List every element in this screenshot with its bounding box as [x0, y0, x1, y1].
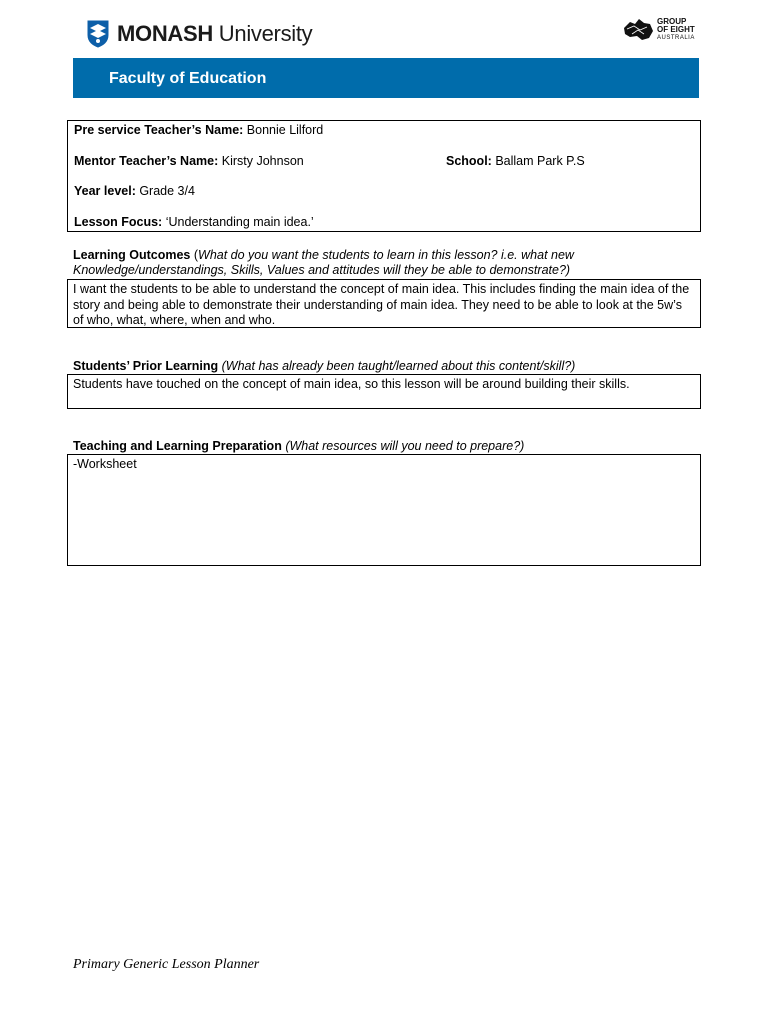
go8-line2: OF EIGHT	[657, 25, 695, 34]
year-level-line	[74, 184, 195, 198]
learning-outcomes-paren: (	[190, 248, 199, 262]
mentor-name-line	[74, 154, 304, 168]
learning-outcomes-hint: What do you want the students to learn in this lesson? i.e. what new Knowledge/understandings, Skills, Values and attitudes will they be able to demonstrate?)	[73, 248, 574, 277]
mentor-name-value: Kirsty Johnson	[218, 154, 304, 168]
teacher-name-value: Bonnie Lilford	[243, 123, 324, 137]
school-line	[446, 154, 585, 168]
preparation-hint: (What resources will you need to prepare?)	[281, 439, 525, 453]
teacher-name-line	[74, 123, 323, 137]
year-level-value: Grade 3/4	[135, 184, 195, 198]
teacher-name-label: Pre service Teacher’s Name:	[74, 123, 244, 137]
brand-bold: MONASH	[117, 21, 213, 46]
lesson-focus-line	[74, 215, 314, 229]
teacher-info-box	[67, 120, 701, 232]
learning-outcomes-heading	[73, 248, 703, 278]
preparation-title: Teaching and Learning Preparation	[73, 439, 282, 453]
prior-learning-hint: (What has already been taught/learned about this content/skill?)	[218, 359, 576, 373]
monash-logo	[87, 20, 312, 48]
lesson-focus-value: ‘Understanding main idea.’	[162, 215, 314, 229]
go8-text	[657, 18, 695, 42]
learning-outcomes-text: I want the students to be able to understand the concept of main idea. This includes finding the main idea of the story and being able to demonstrate their understanding of main idea. They need to be able to look at the 5w’s of who, what, where, when and who.	[73, 282, 690, 327]
group-of-eight-logo	[622, 18, 695, 42]
prior-learning-text: Students have touched on the concept of main idea, so this lesson will be around building their skills.	[73, 377, 630, 391]
mentor-name-label: Mentor Teacher’s Name:	[74, 154, 219, 168]
monash-wordmark	[117, 20, 312, 48]
lesson-focus-label: Lesson Focus:	[74, 215, 163, 229]
go8-line1: GROUP	[657, 17, 687, 26]
australia-map-icon	[622, 18, 654, 42]
faculty-title: Faculty of Education	[109, 70, 267, 87]
brand-regular: University	[212, 21, 313, 46]
learning-outcomes-title: Learning Outcomes	[73, 248, 191, 262]
monash-crest-icon	[87, 20, 109, 48]
school-label: School:	[446, 154, 492, 168]
preparation-text: -Worksheet	[73, 457, 137, 471]
preparation-box	[67, 454, 701, 566]
prior-learning-heading	[73, 359, 703, 374]
footer-title: Primary Generic Lesson Planner	[73, 957, 260, 972]
preparation-heading	[73, 439, 703, 454]
learning-outcomes-box	[67, 279, 701, 328]
go8-line3: AUSTRALIA	[657, 35, 695, 41]
year-level-label: Year level:	[74, 184, 136, 198]
school-value: Ballam Park P.S	[491, 154, 585, 168]
prior-learning-title: Students’ Prior Learning	[73, 359, 219, 373]
faculty-banner	[73, 58, 699, 98]
prior-learning-box	[67, 374, 701, 409]
